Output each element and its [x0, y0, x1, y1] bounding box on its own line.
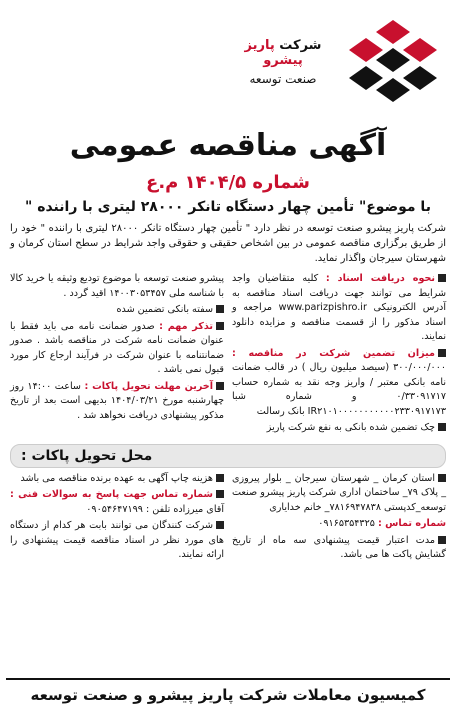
details-left: [10, 272, 224, 438]
list-item: [232, 421, 446, 436]
company-brand: پاریز پیشرو: [244, 38, 303, 68]
item-value: پیشرو صنعت توسعه با موضوع تودیع وثیقه یا خرید کالا با شناسه ملی ۱۴۰۰۳۰۵۳۴۵۷ اقید گردد .: [10, 273, 224, 299]
list-item: [10, 380, 224, 424]
bullet-icon: [216, 322, 224, 330]
intro-paragraph: شرکت پاریز پیشرو صنعت توسعه در نظر دارد " تأمین چهار دستگاه تانکر ۲۸۰۰۰ لیتری با راننده " خود را از طریق برگزاری مناقصه عمومی در بین اشخاص حقیقی و حقوقی واجد شرایط در سطح استان کرمان و شهرستان سیرجان واگذار نماید.: [10, 223, 446, 264]
list-item: [10, 472, 224, 487]
item-key: شماره تماس :: [377, 518, 446, 529]
list-item: [232, 472, 446, 516]
details-columns: [10, 272, 446, 438]
item-key: نحوه دریافت اسناد :: [325, 273, 436, 284]
details-right: [232, 272, 446, 438]
list-item: [10, 320, 224, 378]
bullet-icon: [438, 536, 446, 544]
item-value: هزینه چاپ آگهی به عهده برنده مناقصه می باشد: [20, 472, 213, 484]
bullet-icon: [216, 305, 224, 313]
bullet-icon: [216, 521, 224, 529]
item-value: ۳۰۰/۰۰۰/۰۰۰ (سیصد میلیون ریال ) در قالب ضمانت نامه بانکی معتبر / واریز وجه نقد به شماره حساب ۰/۳۳۰۹۱۷۱۷ و شماره شبا IR۲۱۰۱۰۰۰۰۰۰۰۰۰۰۰۲۳۳۰۹۱۷۱۷۳ بانک رسالت: [232, 362, 446, 417]
list-item: [232, 517, 446, 532]
delivery-right: [232, 472, 446, 565]
bullet-icon: [216, 474, 224, 482]
list-item: [232, 347, 446, 420]
item-value: ساعت ۱۴:۰۰ روز چهارشنبه مورخ ۱۴۰۴/۰۳/۲۱ بدیهی است بعد از تاریخ مذکور پیشنهادی دریافت نخواهد شد .: [10, 380, 225, 421]
company-name: [228, 38, 338, 86]
item-key: شماره تماس جهت پاسخ به سوالات فنی :: [10, 489, 213, 500]
company-tagline: صنعت توسعه: [249, 72, 317, 86]
tender-subject: با موضوع" تأمین چهار دستگاه تانکر ۲۸۰۰۰ لیتری با راننده ": [25, 199, 431, 215]
item-value: چک تضمین شده بانکی به نفع شرکت پاریز: [266, 422, 435, 433]
delivery-columns: [10, 472, 446, 565]
list-item: [10, 272, 224, 301]
tender-number: شماره ۱۴۰۴/۵ م.ع: [146, 172, 310, 193]
footer-text: کمیسیون معاملات شرکت پاریز پیشرو و صنعت توسعه: [30, 686, 426, 704]
list-item: [10, 519, 224, 563]
item-value: استان کرمان _ شهرستان سیرجان _ بلوار پیروزی _ پلاک ۷۹_ ساختمان اداری شرکت پاریز پیشرو صنعت توسعه_کدپستی ۷۸۱۶۹۴۷۸۳۸_ خانم خدایاری: [232, 472, 446, 513]
list-item: [10, 303, 224, 318]
list-item: [232, 272, 446, 345]
item-value: کلیه متقاضیان واجد شرایط می توانند جهت دریافت اسناد مناقصه به آدرس الکترونیکی www.parizpishro.ir مراجعه و اسناد مذکور را از قسمت مناقصه و مزایده دانلود نمایند.: [232, 273, 446, 342]
bullet-icon: [216, 490, 224, 498]
item-value: سفته بانکی تضمین شده: [116, 304, 213, 315]
bullet-icon: [216, 382, 224, 390]
item-value: شرکت کنندگان می توانند بابت هر کدام از دستگاه های مورد نظر در اسناد مناقصه قیمت پیشنهادی را ارائه نمایند.: [10, 520, 224, 560]
item-value: مدت اعتبار قیمت پیشنهادی سه ماه از تاریخ گشایش پاکت ها می باشد.: [232, 534, 446, 560]
bullet-icon: [438, 349, 446, 357]
item-key: آخرین مهلت تحویل پاکات :: [84, 380, 213, 392]
delivery-section-title: محل تحویل پاکات :: [10, 444, 446, 468]
item-value: صدور ضمانت نامه می باید فقط با عنوان ضمانت نامه شرکت در مناقصه باشد . صدور ضمانتنامه با عنوان شرکت در فرآیند ارجاع کار مورد قبول نمی باشد .: [10, 320, 224, 375]
item-value: ۰۹۱۶۵۳۵۴۳۲۵: [318, 518, 378, 529]
page-title: آگهی مناقصه عمومی: [69, 128, 387, 163]
company-prefix: شرکت: [279, 38, 322, 53]
item-value: آقای میرزاده تلفن : ۰۹۰۵۴۶۴۷۱۹۹: [86, 503, 224, 515]
header: [6, 4, 450, 163]
item-key: میزان تضمین شرکت در مناقصه :: [232, 347, 435, 359]
list-item: [10, 488, 224, 517]
bullet-icon: [438, 274, 446, 282]
delivery-left: [10, 472, 224, 565]
bullet-icon: [438, 423, 446, 431]
bullet-icon: [438, 474, 446, 482]
item-key: تذکر مهم :: [159, 320, 213, 332]
footer: [6, 678, 450, 704]
footer-divider: [6, 678, 450, 680]
list-item: [232, 534, 446, 563]
paris-pishro-logo-icon: [348, 18, 438, 110]
